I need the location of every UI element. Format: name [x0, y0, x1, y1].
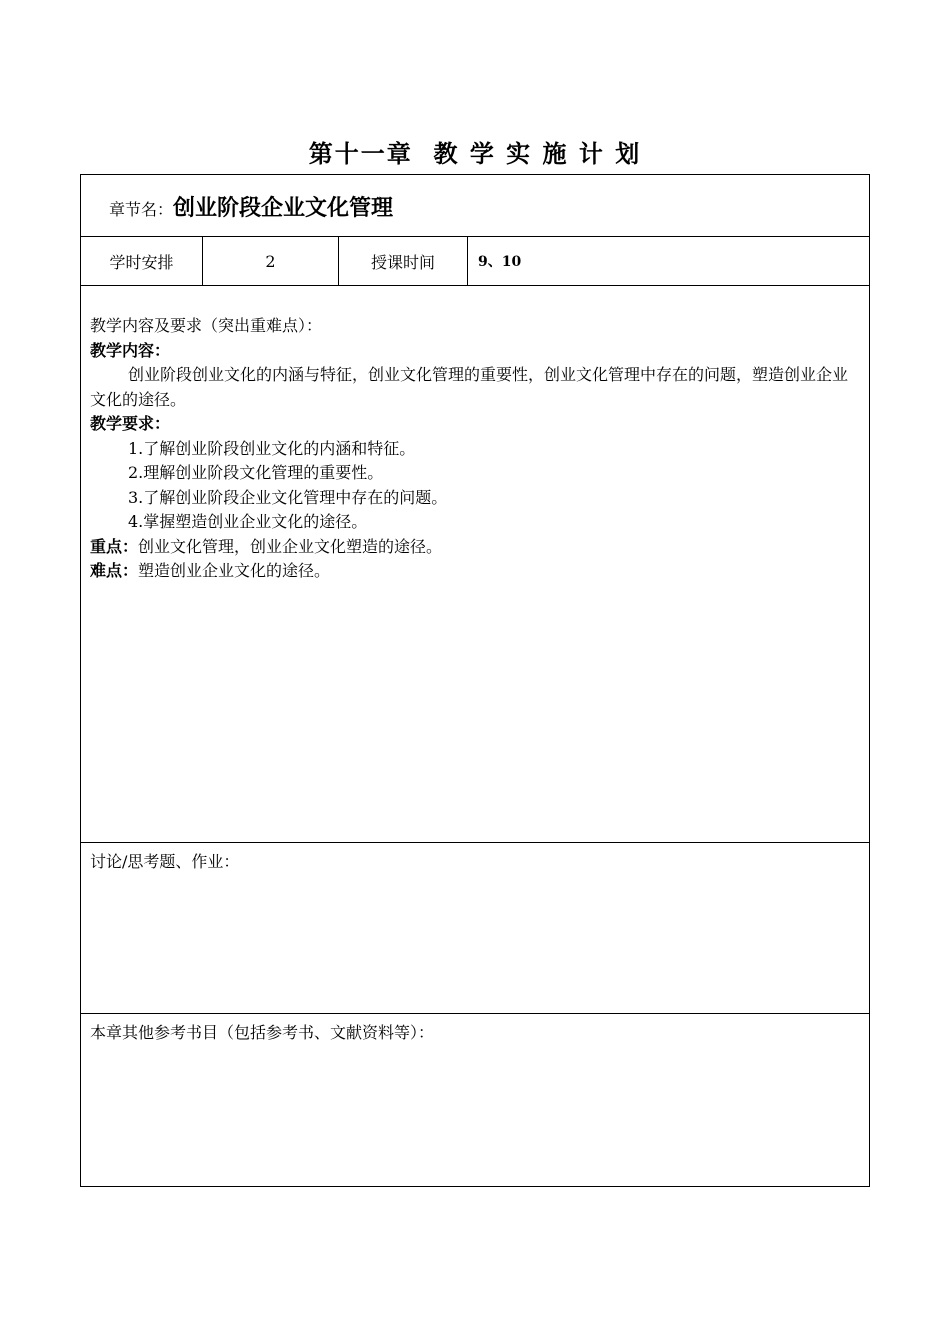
difficult-point: [90, 559, 862, 584]
difficult-label: 难点：: [90, 561, 139, 580]
chapter-label: 章节名：: [109, 200, 174, 219]
chapter-name: [109, 191, 393, 222]
page-title: 第十一章 教 学 实 施 计 划: [308, 140, 642, 168]
key-point: [90, 535, 862, 560]
hours-label: 学时安排: [81, 237, 203, 285]
requirements-label: 教学要求：: [90, 414, 171, 433]
difficult-text: 塑造创业企业文化的途径。: [138, 561, 331, 580]
discussion-section: [81, 843, 869, 1014]
content-body: [90, 314, 862, 584]
chapter-row: [81, 175, 869, 237]
content-text: 创业阶段创业文化的内涵与特征，创业文化管理的重要性，创业文化管理中存在的问题，塑造创业企业文化的途径。: [90, 365, 849, 409]
content-label: 教学内容：: [90, 340, 171, 360]
chapter-value: 创业阶段企业文化管理: [173, 196, 394, 221]
schedule-row: [81, 237, 869, 286]
references-section: [81, 1014, 869, 1186]
references-label: 本章其他参考书目（包括参考书、文献资料等）：: [90, 1023, 435, 1042]
requirement-item: 1.了解创业阶段创业文化的内涵和特征。: [128, 438, 416, 458]
key-text: 创业文化管理，创业企业文化塑造的途径。: [138, 536, 443, 556]
requirement-item: 2.理解创业阶段文化管理的重要性。: [128, 463, 384, 482]
requirement-item: 4.掌握塑造创业企业文化的途径。: [128, 512, 368, 531]
hours-value: 2: [203, 237, 339, 285]
content-heading: 教学内容及要求（突出重难点）：: [90, 316, 323, 335]
time-label: 授课时间: [339, 237, 468, 285]
discussion-label: 讨论/思考题、作业：: [90, 852, 240, 871]
plan-table: [80, 174, 870, 1187]
time-value: 9、10: [478, 254, 522, 270]
key-label: 重点：: [90, 536, 139, 556]
requirement-item: 3.了解创业阶段企业文化管理中存在的问题。: [128, 487, 448, 507]
content-section: [81, 286, 869, 843]
